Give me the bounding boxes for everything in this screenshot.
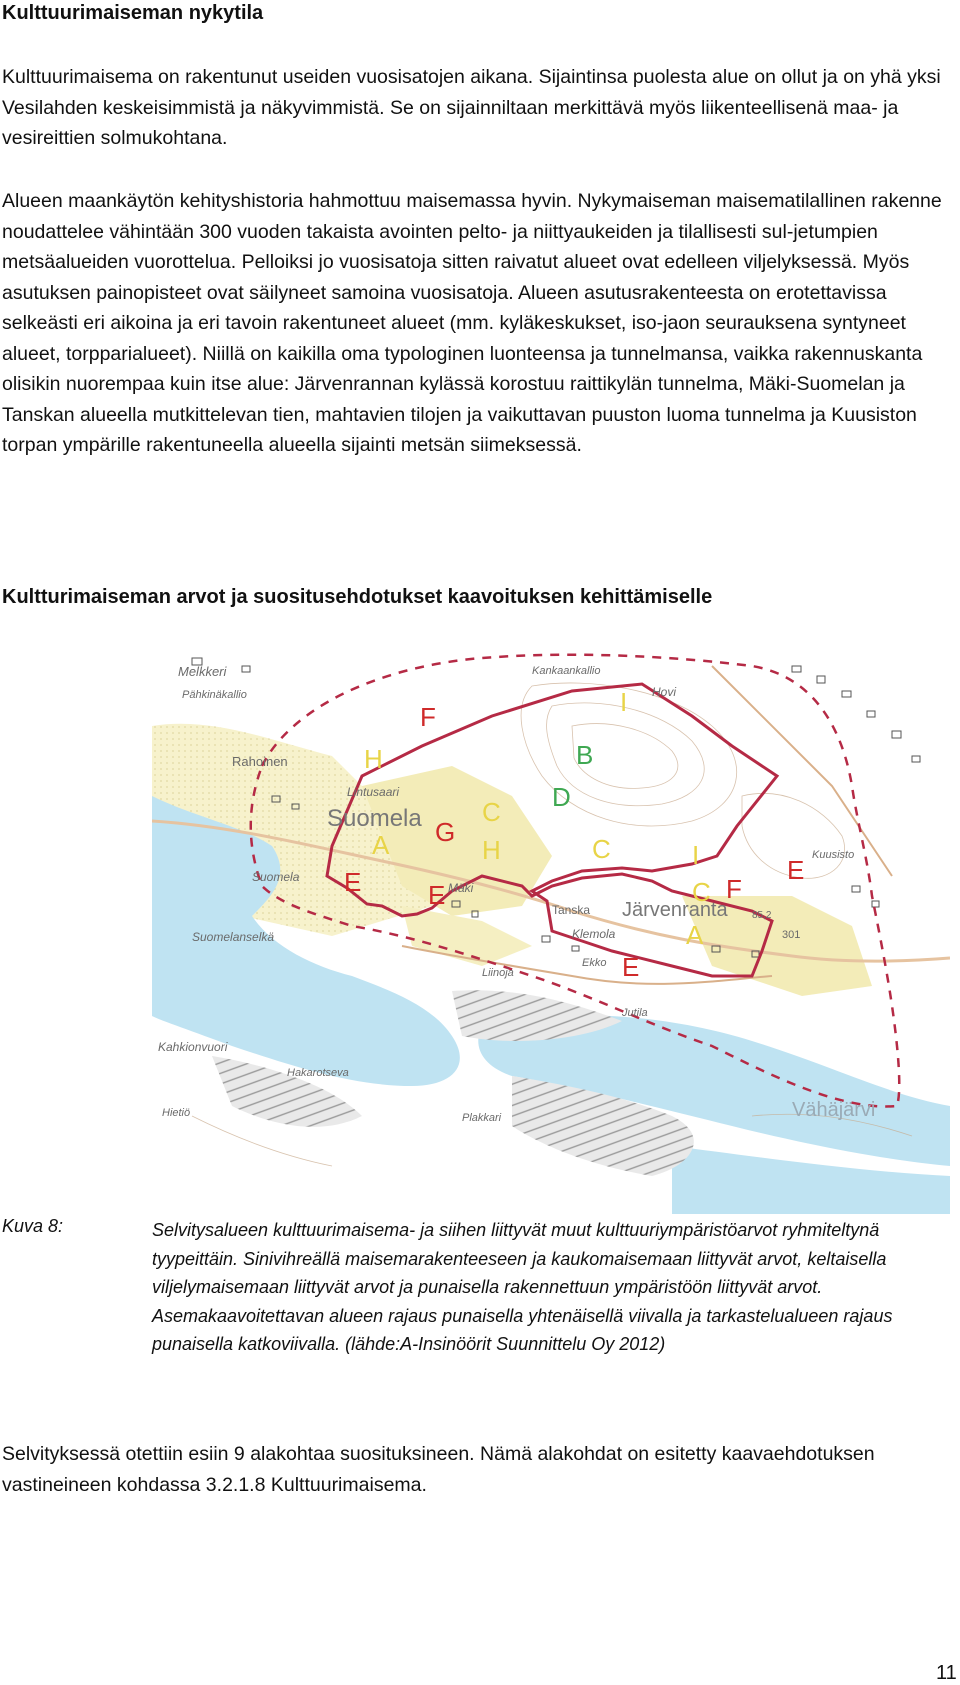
figure-caption-label: Kuva 8: (2, 1216, 64, 1236)
place-label-kuusisto: Kuusisto (812, 849, 855, 861)
zone-label-f-north: F (420, 702, 436, 732)
paragraph-history: Alueen maankäytön kehityshistoria hahmottuu maisemassa hyvin. Nykymaiseman maisematilallinen rakenne noudattelee vähintään 300 vuoden takaista avointen pelto- ja niittyaukeiden ja tilallisesti sul-jetumpien metsäalueiden vuorottelua. Pelloiksi jo vuosisatoja sitten raivatut alueet ovat edelleen viljelyksessä. Myös asutuksen painopisteet ovat säilyneet samoina vuosisatoja. Alueen asutusrakenteesta on erotettavissa selkeästi eri aikoina ja eri tavoin rakentuneet alueet (mm. kyläkeskukset, iso-jaon seurauksena syntyneet alueet, torpparialueet). Niillä on kaikilla oma typologinen luonteensa ja tunnelmansa, vaikka rakennuskanta olisikin nuorempaa kuin itse alue: Järvenrannan kylässä korostuu raittikylän tunnelma, Mäki-Suomelan ja Tanskan alueella mutkittelevan tien, mahtavien tilojen ja vaikuttavan puuston luoma tunnelma ja Kuusiston torpan ympärille rakentuneella alueella sijainti metsän siimeksessä. (2, 190, 942, 456)
zone-label-b: B (576, 740, 594, 770)
place-label-jarvenranta: Järvenranta (622, 899, 728, 921)
elevation-label-852: 85,2 (752, 910, 772, 921)
page-heading: Kulttuurimaiseman nykytila (2, 2, 264, 24)
place-label-hietio: Hietiö (162, 1107, 191, 1119)
place-label-suomela-village: Suomela (327, 805, 422, 832)
place-label-kallio: Kankaankallio (532, 665, 601, 677)
place-label-hovi: Hovi (652, 685, 677, 699)
landscape-map-figure (152, 646, 950, 1214)
section-subheading: Kultturimaiseman arvot ja suositusehdotukset kaavoituksen kehittämiselle (2, 586, 713, 608)
figure-caption-text: Selvitysalueen kulttuurimaisema- ja siihen liittyvät muut kulttuuriympäristöarvot ryhmiteltynä tyypeittäin. Sinivihreällä maisemarakenteeseen ja kaukomaisemaan liittyvät arvot, keltaisella viljelymaisemaan liittyvät arvot ja punaisella rakennettuun ympäristöön liittyvät arvot. Asemakaavoitettavan alueen rajaus punaisella yhtenäisellä viivalla ja tarkastelualueen rajaus punaisella katkoviivalla. (lähde:A-Insinöörit Suunnittelu Oy 2012) (152, 1220, 893, 1354)
zone-label-e-west: E (344, 867, 362, 897)
place-label-rahoinen: Rahoinen (232, 754, 288, 769)
zone-label-f-east: F (726, 874, 742, 904)
road-number-301: 301 (782, 929, 801, 941)
zone-label-h-west: H (364, 744, 383, 774)
page-number: 11 (936, 1662, 957, 1684)
zone-label-c-east: C (592, 834, 611, 864)
map-svg (152, 646, 950, 1214)
place-label-vahajarvi: Vähäjärvi (792, 1099, 876, 1121)
place-label-kahkionvuori: Kahkionvuori (158, 1040, 228, 1054)
place-label-pahkinakallio: Pähkinäkallio (182, 689, 247, 701)
zone-label-a-west: A (372, 830, 390, 860)
place-label-hakarotseva: Hakarotseva (287, 1067, 349, 1079)
paragraph-intro: Kulttuurimaisema on rakentunut useiden vuosisatojen aikana. Sijaintinsa puolesta alue on ollut ja on yhä yksi Vesilahden keskeisimmistä ja näkyvimmistä. Se on sijainniltaan merkittävä myös liikenteellisenä maa- ja vesireittien solmukohtana. (2, 66, 941, 149)
place-label-maki: Mäki (448, 881, 474, 895)
place-label-suomelanselka: Suomelanselkä (192, 930, 275, 944)
place-label-klemola: Klemola (572, 927, 616, 941)
zone-label-g: G (435, 817, 456, 847)
place-label-liinoja: Liinoja (482, 967, 514, 979)
zone-label-i-east: I (692, 840, 700, 870)
paragraph-recommendations: Selvityksessä otettiin esiin 9 alakohtaa suosituksineen. Nämä alakohdat on esitetty kaavaehdotuksen vastineineen kohdassa 3.2.1.8 Kulttuurimaisema. (2, 1443, 875, 1496)
place-label-melkkeri: Melkkeri (178, 664, 227, 679)
place-label-plakkari: Plakkari (462, 1112, 502, 1124)
place-label-ekko: Ekko (582, 957, 607, 969)
place-label-tanska: Tanska (552, 903, 591, 917)
zone-label-h-center: H (482, 835, 501, 865)
zone-label-d: D (552, 782, 571, 812)
zone-label-a-southeast: A (686, 920, 704, 950)
zone-label-e-south: E (622, 952, 640, 982)
zone-label-c-southeast: C (692, 877, 711, 907)
zone-label-e-mid: E (428, 880, 446, 910)
zone-label-e-east: E (787, 855, 805, 885)
place-label-lintusaari: Lintusaari (347, 785, 400, 799)
zone-label-c-center: C (482, 797, 501, 827)
place-label-jutila: Jutila (622, 1007, 648, 1019)
place-label-suomela: Suomela (252, 870, 300, 884)
zone-label-i-north: I (620, 687, 628, 717)
